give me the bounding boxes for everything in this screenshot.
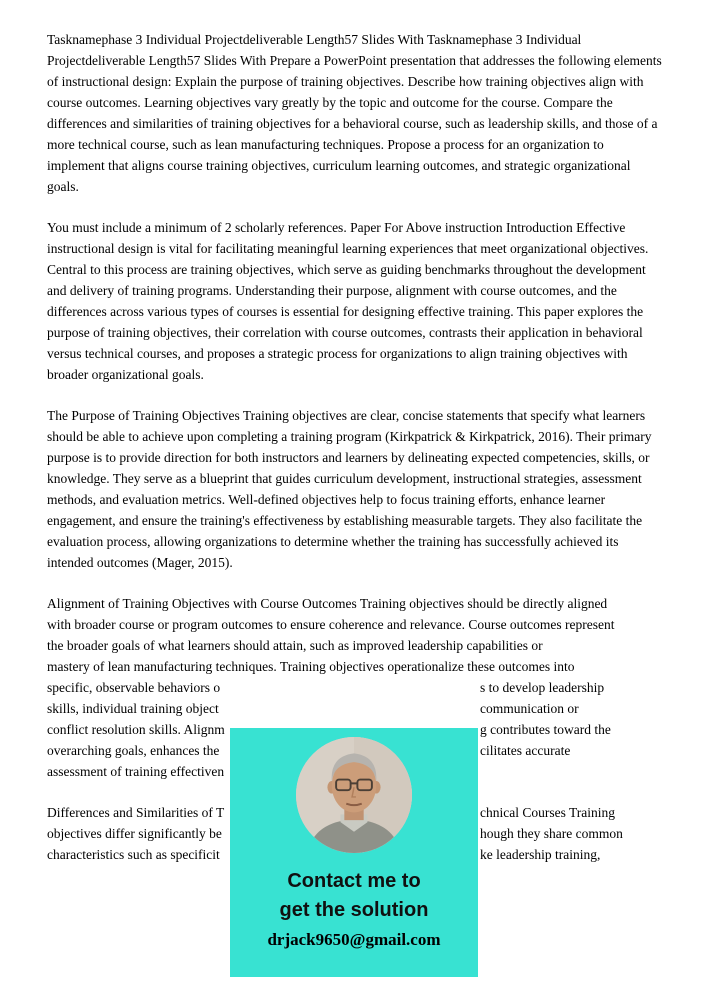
text-line: objectives differ significantly be hough they share common [47, 826, 623, 841]
text-line: overarching goals, enhances the cilitates accurate [47, 743, 571, 758]
contact-overlay [230, 728, 478, 977]
text-line: Alignment of Training Objectives with Course Outcomes Training objectives should be directly aligned [47, 596, 608, 611]
text-line: Differences and Similarities of T chnical Courses Training [47, 805, 615, 820]
paragraph: Tasknamephase 3 Individual Projectdeliverable Length57 Slides With Tasknamephase 3 Individual Projectdeliverable Length57 Slides With Prepare a PowerPoint presentation that addresses the following elements of instructional design: Explain the purpose of training objectives. Describe how training objectives align with course outcomes. Learning objectives vary greatly by the topic and outcome for the course. Compare the differences and similarities of training objectives for a behavioral course, such as leadership skills, and those of a more technical course, such as lean manufacturing techniques. Propose a process for an organization to implement that aligns course training objectives, curriculum learning outcomes, and strategic organizational goals. [47, 32, 662, 194]
person-avatar-illustration [296, 737, 412, 853]
contact-message [230, 867, 478, 925]
text-line: assessment of training effectiven [47, 764, 225, 779]
contact-message-line1: Contact me to [287, 870, 421, 892]
text-line: the broader goals of what learners should attain, such as improved leadership capabilities or [47, 638, 543, 653]
contact-message-line2: get the solution [279, 899, 429, 921]
paragraph: The Purpose of Training Objectives Training objectives are clear, concise statements that specify what learners should be able to achieve upon completing a training program (Kirkpatrick & Kirkpatrick, 2016). Their primary purpose is to provide direction for both instructors and learners by delineating expected competencies, skills, or knowledge. They serve as a blueprint that guides curriculum development, instructional strategies, assessment methods, and evaluation metrics. Well-defined objectives help to focus training efforts, enhance learner engagement, and ensure the training's effectiveness by establishing measurable targets. They also facilitate the evaluation process, allowing organizations to determine whether the training has successfully achieved its intended outcomes (Mager, 2015). [47, 408, 652, 570]
text-line: characteristics such as specificit ke leadership training, [47, 847, 601, 862]
paragraph: You must include a minimum of 2 scholarly references. Paper For Above instruction Introduction Effective instructional design is vital for facilitating meaningful learning experiences that meet organizational objectives. Central to this process are training objectives, which serve as guiding benchmarks throughout the development and delivery of training programs. Understanding their purpose, alignment with course outcomes, and the differences across various types of courses is essential for designing effective training. This paper explores the purpose of training objectives, their correlation with course outcomes, contrasts their application in behavioral versus technical courses, and proposes a strategic process for organizations to align training objectives with broader organizational goals. [47, 220, 649, 382]
contact-photo [296, 737, 412, 853]
text-line: conflict resolution skills. Alignm g contributes toward the [47, 722, 611, 737]
text-line: with broader course or program outcomes to ensure coherence and relevance. Course outcomes represent [47, 617, 615, 632]
text-line: specific, observable behaviors o s to develop leadership [47, 680, 605, 695]
contact-email: drjack9650@gmail.com [267, 930, 441, 949]
text-line: skills, individual training object communication or [47, 701, 579, 716]
text-line: mastery of lean manufacturing techniques. Training objectives operationalize these outcomes into [47, 659, 575, 674]
